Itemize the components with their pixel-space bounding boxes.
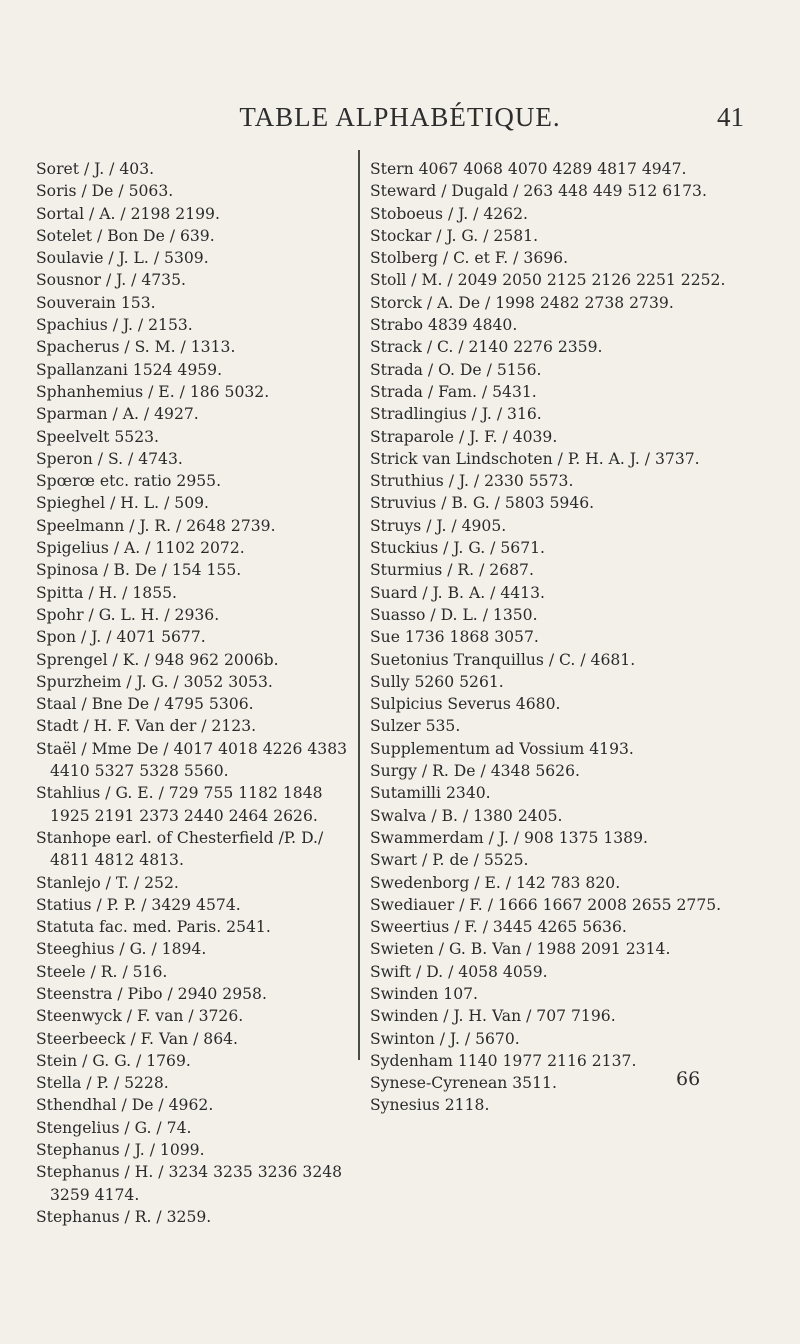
index-entry: Speelmann / J. R. / 2648 2739. (36, 516, 276, 535)
index-entry: Suard / J. B. A. / 4413. (370, 583, 545, 602)
index-entry: Spitta / H. / 1855. (36, 583, 178, 602)
index-entry: Spinosa / B. De / 154 155. (36, 561, 242, 580)
index-entry: Strada / O. De / 5156. (370, 360, 542, 379)
index-entry: Sphanhemius / E. / 186 5032. (36, 382, 270, 401)
index-entry: Swinden 107. (370, 984, 478, 1003)
index-entry: Steerbeeck / F. Van / 864. (36, 1029, 239, 1048)
index-entry: Struys / J. / 4905. (370, 516, 507, 535)
index-entry: Sutamilli 2340. (370, 784, 491, 803)
index-entry: Statuta fac. med. Paris. 2541. (36, 918, 271, 937)
index-entry: Soret / J. / 403. (36, 160, 155, 178)
index-entry: Sthendhal / De / 4962. (36, 1096, 214, 1115)
index-entry: Stahlius / G. E. / 729 755 1182 1848 1925 2191 2373 2440 2464 2626. (36, 784, 323, 825)
index-entry: Straparole / J. F. / 4039. (370, 427, 558, 446)
index-entry: Stephanus / J. / 1099. (36, 1141, 205, 1160)
index-entry: Sydenham 1140 1977 2116 2137. (370, 1051, 637, 1070)
index-entry: Statius / P. P. / 3429 4574. (36, 895, 241, 914)
index-entry: Staël / Mme De / 4017 4018 4226 4383 4410 5327 5328 5560. (36, 739, 348, 781)
index-entry: Stolberg / C. et F. / 3696. (370, 249, 569, 268)
index-entry: Sousnor / J. / 4735. (36, 271, 186, 290)
index-entry: Strada / Fam. / 5431. (370, 382, 537, 401)
index-entry: Swinton / J. / 5670. (370, 1029, 520, 1048)
index-entry: Sulpicius Severus 4680. (370, 695, 561, 714)
page-title: TABLE ALPHABÉTIQUE. (239, 102, 561, 132)
index-entry: Stradlingius / J. / 316. (370, 405, 542, 424)
index-entry: Speelvelt 5523. (36, 427, 159, 446)
index-entry: Stanlejo / T. / 252. (36, 873, 179, 892)
index-column-right (370, 158, 770, 1117)
index-entry: Surgy / R. De / 4348 5626. (370, 762, 580, 781)
index-entry: Steenstra / Pibo / 2940 2958. (36, 984, 267, 1003)
index-entry: Staal / Bne De / 4795 5306. (36, 695, 254, 714)
index-entry: Steele / R. / 516. (36, 962, 168, 981)
index-entry: Spohr / G. L. H. / 2936. (36, 605, 220, 624)
index-entry: Swedenborg / E. / 142 783 820. (370, 873, 621, 892)
index-entry: Synese-Cyrenean 3511. (370, 1074, 557, 1093)
index-entry: Stanhope earl. of Chesterfield /P. D./ 4811 4812 4813. (36, 828, 324, 870)
index-entry: Sotelet / Bon De / 639. (36, 226, 215, 245)
index-entry: Sue 1736 1868 3057. (370, 628, 539, 647)
index-entry: Swieten / G. B. Van / 1988 2091 2314. (370, 940, 671, 959)
index-entry: Swediauer / F. / 1666 1667 2008 2655 2775. (370, 895, 722, 914)
index-entry: Stuckius / J. G. / 5671. (370, 539, 545, 558)
index-entry: Suasso / D. L. / 1350. (370, 605, 538, 624)
index-entry: Strabo 4839 4840. (370, 316, 518, 335)
index-entry: Soris / De / 5063. (36, 182, 174, 201)
column-divider (358, 150, 360, 1060)
index-entry: Spachius / J. / 2153. (36, 316, 193, 335)
index-entry: Swalva / B. / 1380 2405. (370, 806, 563, 825)
index-entry: Sparman / A. / 4927. (36, 405, 199, 424)
index-entry: Stella / P. / 5228. (36, 1074, 169, 1093)
index-entry: Speron / S. / 4743. (36, 449, 183, 468)
index-entry: Supplementum ad Vossium 4193. (370, 739, 634, 758)
index-entry: Spurzheim / J. G. / 3052 3053. (36, 672, 273, 691)
index-entry: Spigelius / A. / 1102 2072. (36, 539, 245, 558)
index-entry: Spieghel / H. L. / 509. (36, 494, 210, 513)
index-entry: Spallanzani 1524 4959. (36, 360, 223, 379)
index-entry: Stengelius / G. / 74. (36, 1118, 192, 1137)
index-entry: Stern 4067 4068 4070 4289 4817 4947. (370, 160, 687, 178)
index-entry: Souverain 153. (36, 293, 156, 312)
index-entry: Struvius / B. G. / 5803 5946. (370, 494, 595, 513)
index-entry: Steeghius / G. / 1894. (36, 940, 207, 959)
index-entry: Spacherus / S. M. / 1313. (36, 338, 236, 357)
page-header (0, 102, 800, 142)
index-entry: Sully 5260 5261. (370, 672, 504, 691)
index-entry: Sulzer 535. (370, 717, 461, 736)
index-entry: Sweertius / F. / 3445 4265 5636. (370, 918, 627, 937)
page-number: 41 (717, 102, 744, 132)
index-entry: Swart / P. de / 5525. (370, 851, 529, 870)
index-entry: Stadt / H. F. Van der / 2123. (36, 717, 257, 736)
index-entry: Stein / G. G. / 1769. (36, 1051, 191, 1070)
index-entry: Sprengel / K. / 948 962 2006b. (36, 650, 279, 669)
index-entry: Storck / A. De / 1998 2482 2738 2739. (370, 293, 674, 312)
index-entry: Steenwyck / F. van / 3726. (36, 1007, 244, 1026)
index-entry: Sturmius / R. / 2687. (370, 561, 534, 580)
index-entry: Stoll / M. / 2049 2050 2125 2126 2251 2252. (370, 271, 726, 290)
index-entry: Stephanus / H. / 3234 3235 3236 3248 3259 4174. (36, 1163, 343, 1204)
index-entry: Sortal / A. / 2198 2199. (36, 204, 220, 223)
index-entry: Soulavie / J. L. / 5309. (36, 249, 209, 268)
index-entry: Spon / J. / 4071 5677. (36, 628, 206, 647)
index-entry: Synesius 2118. (370, 1096, 490, 1115)
index-column-left (36, 158, 352, 1228)
index-entry: Strick van Lindschoten / P. H. A. J. / 3737. (370, 449, 700, 468)
index-entry: Stockar / J. G. / 2581. (370, 226, 539, 245)
index-entry: Stephanus / R. / 3259. (36, 1207, 212, 1226)
index-entry: Swinden / J. H. Van / 707 7196. (370, 1007, 616, 1026)
sheet-signature: 66 (676, 1068, 701, 1090)
index-entry: Spœrœ etc. ratio 2955. (36, 472, 222, 491)
index-entry: Swammerdam / J. / 908 1375 1389. (370, 828, 648, 847)
index-entry: Suetonius Tranquillus / C. / 4681. (370, 650, 636, 669)
index-entry: Swift / D. / 4058 4059. (370, 962, 548, 981)
index-entry: Steward / Dugald / 263 448 449 512 6173. (370, 182, 707, 201)
index-entry: Stoboeus / J. / 4262. (370, 204, 528, 223)
index-entry: Strack / C. / 2140 2276 2359. (370, 338, 603, 357)
index-entry: Struthius / J. / 2330 5573. (370, 472, 574, 491)
